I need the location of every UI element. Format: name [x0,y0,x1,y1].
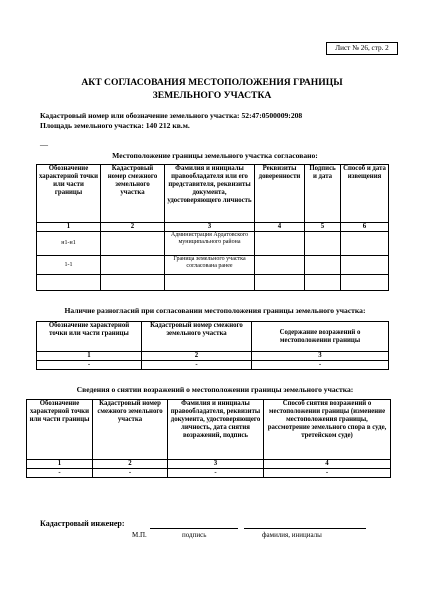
name-caption: фамилия, инициалы [262,531,322,539]
table-row [27,469,391,478]
t1-cell [341,256,389,275]
t3-header-cadastral: Кадастровый номер смежного земельного участка [93,400,168,460]
t1-header-power-of-attorney: Реквизиты доверенности [255,165,305,223]
table2-caption: Наличие разногласий при согласовании местоположения границы земельного участка: [64,306,366,315]
table-row [37,361,389,370]
t1-empty-cell [37,275,101,291]
table3-caption: Сведения о снятии возражений о местоположении границы земельного участка: [76,385,354,394]
sheet-number-label: Лист № 26, стр. 2 [326,42,398,55]
table-row [37,232,389,256]
t2-header-point: Обозначение характерной точки или части границы [37,322,142,352]
t3-num: 3 [168,460,264,469]
t1-cell [305,256,341,275]
stamp-label: М.П. [132,531,147,539]
t3-num: 4 [264,460,391,469]
dash-mark: __ [40,138,48,147]
t2-num: 2 [142,352,252,361]
t1-header-owner: Фамилия и инициалы правообладателя или его представителя, реквизиты документа, удостоверяющего личность [165,165,255,223]
t1-num: 4 [255,223,305,232]
t3-cell: - [264,469,391,478]
objections-removal-table [26,399,391,478]
t1-empty-cell [255,275,305,291]
t3-header-point: Обозначение характерной точки или части границы [27,400,93,460]
t1-cell [101,256,165,275]
cadastral-engineer-label: Кадастровый инженер: [40,519,125,528]
t2-cell: - [37,361,142,370]
t3-cell: - [93,469,168,478]
document-title [40,76,384,102]
t1-cell: Администрация Ардатовского муниципального района [165,232,255,256]
t1-header-notice: Способ и дата извещения [341,165,389,223]
signature-line [150,528,238,529]
table-row [37,256,389,275]
t1-cell: Граница земельного участка согласована ранее [165,256,255,275]
t2-cell: - [142,361,252,370]
t1-cell [101,232,165,256]
t2-number-row [37,352,389,361]
t1-cell: н1-н1 [37,232,101,256]
disagreements-table [36,321,389,370]
t1-cell [305,232,341,256]
t1-num: 2 [101,223,165,232]
table-row [37,275,389,291]
table1-caption: Местоположение границы земельного участка согласовано: [112,151,318,160]
t3-num: 2 [93,460,168,469]
t1-empty-cell [341,275,389,291]
t1-cell [255,232,305,256]
t1-empty-cell [305,275,341,291]
t3-cell: - [27,469,93,478]
t1-header-point: Обозначение характерной точки или части границы [37,165,101,223]
t2-num: 3 [252,352,389,361]
t1-header-signature-date: Подпись и дата [305,165,341,223]
t3-number-row [27,460,391,469]
t3-header-owner: Фамилия и инициалы правообладателя, реквизиты документа, удостоверяющего личность, дата снятия возражений, подпись [168,400,264,460]
t3-header-method: Способ снятия возражений о местоположении границы (изменение местоположения границы, рассмотрение земельного спора в суде, третейском суде) [264,400,391,460]
cadastral-number-line: Кадастровый номер или обозначение земельного участка: 52:47:0500009:208 [40,111,303,120]
t1-num: 3 [165,223,255,232]
t1-cell [255,256,305,275]
boundary-agreement-table [36,164,389,291]
signature-caption: подпись [182,531,207,539]
t3-num: 1 [27,460,93,469]
t3-cell: - [168,469,264,478]
title-line-1: АКТ СОГЛАСОВАНИЯ МЕСТОПОЛОЖЕНИЯ ГРАНИЦЫ [81,77,343,88]
t1-cell [341,232,389,256]
title-line-2: ЗЕМЕЛЬНОГО УЧАСТКА [152,90,272,101]
t1-header-cadastral: Кадастровый номер смежного земельного участка [101,165,165,223]
t2-header-objections: Содержание возражений о местоположении границы [252,322,389,352]
area-line: Площадь земельного участка: 140 212 кв.м. [40,121,190,130]
t1-empty-cell [101,275,165,291]
t1-num: 6 [341,223,389,232]
name-line [244,528,366,529]
t1-empty-cell [165,275,255,291]
t2-header-cadastral: Кадастровый номер смежного земельного участка [142,322,252,352]
t1-num: 5 [305,223,341,232]
t1-cell: 1-1 [37,256,101,275]
t1-num: 1 [37,223,101,232]
t2-num: 1 [37,352,142,361]
t1-number-row [37,223,389,232]
t2-cell: - [252,361,389,370]
